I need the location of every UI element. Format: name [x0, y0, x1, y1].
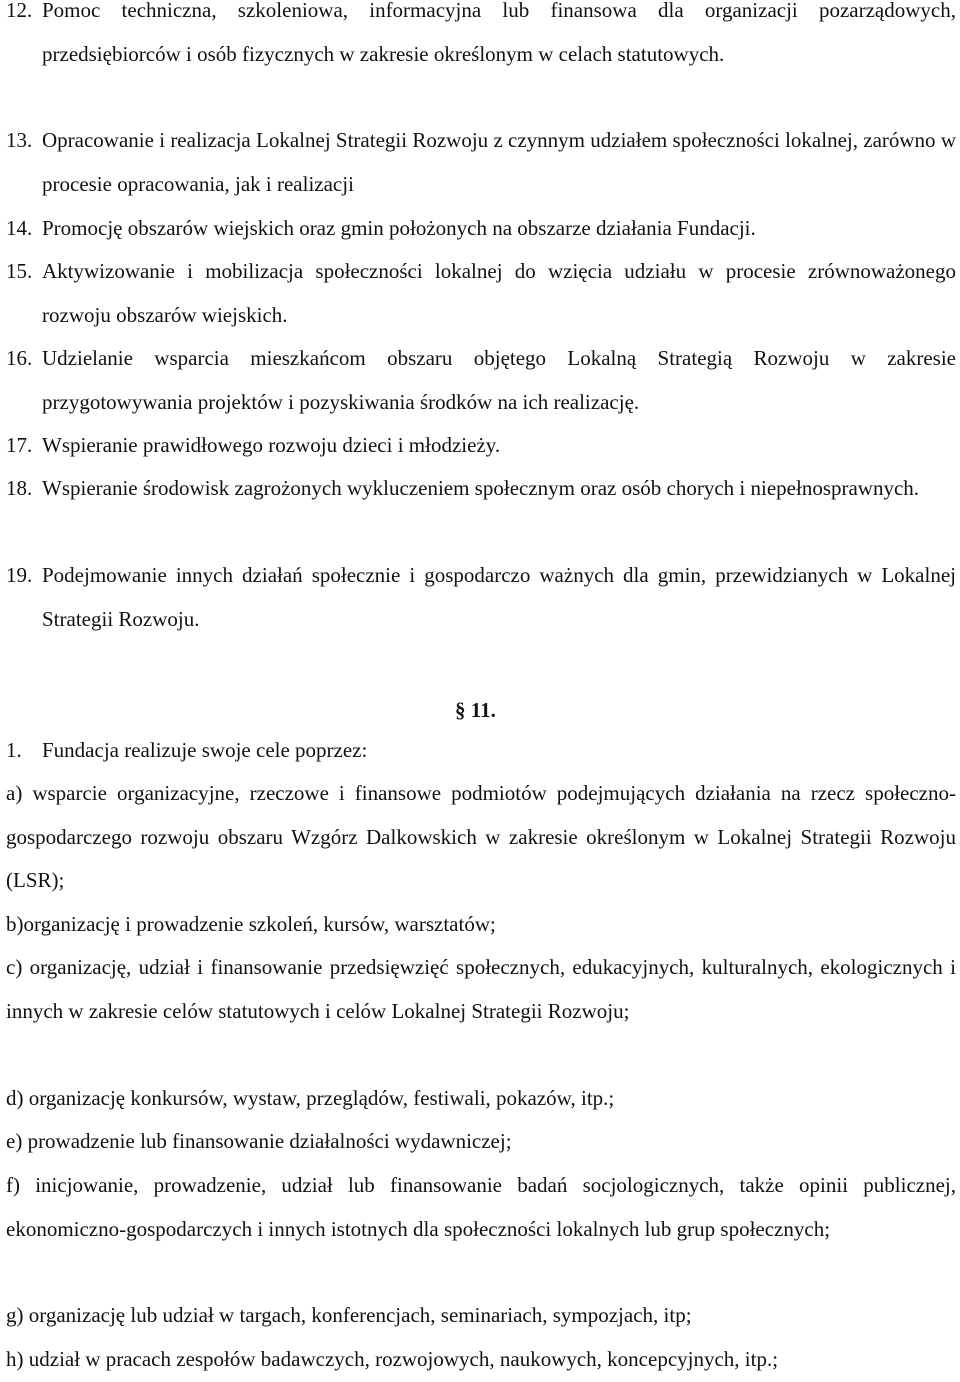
paragraph-d: d) organizację konkursów, wystaw, przeglądów, festiwali, pokazów, itp.; — [6, 1086, 615, 1110]
list-item-number: 14. — [6, 216, 33, 240]
list-item-text: Promocję obszarów wiejskich oraz gmin położonych na obszarze działania Fundacji. — [42, 216, 756, 240]
list-item-text: Wspieranie środowisk zagrożonych wykluczeniem społecznym oraz osób chorych i niepełnosprawnych. — [42, 476, 920, 500]
list-item-number: 17. — [6, 433, 33, 457]
intro-text: Fundacja realizuje swoje cele poprzez: — [42, 738, 368, 762]
list-item-text: Aktywizowanie i mobilizacja społeczności lokalnej do wzięcia udziału w procesie zrównoważonego rozwoju obszarów wiejskich. — [42, 259, 956, 327]
list-item-number: 15. — [6, 259, 33, 283]
list-item-14 — [6, 207, 956, 251]
paragraph-b: b)organizację i prowadzenie szkoleń, kursów, warsztatów; — [6, 912, 496, 936]
list-item-number: 12. — [6, 0, 33, 22]
list-item-16 — [6, 337, 956, 424]
list-item-text: Wspieranie prawidłowego rozwoju dzieci i młodzieży. — [42, 433, 501, 457]
list-item-text: Pomoc techniczna, szkoleniowa, informacyjna lub finansowa dla organizacji pozarządowych, przedsiębiorców i osób fizycznych w zakresie określonym w celach statutowych. — [42, 0, 956, 66]
paragraph-h: h) udział w pracach zespołów badawczych, rozwojowych, naukowych, koncepcyjnych, itp.; — [6, 1347, 779, 1371]
list-item-text: Podejmowanie innych działań społecznie i gospodarczo ważnych dla gmin, przewidzianych w Lokalnej Strategii Rozwoju. — [42, 563, 956, 631]
paragraph-e: e) prowadzenie lub finansowanie działalności wydawniczej; — [6, 1129, 512, 1153]
list-item-text: Opracowanie i realizacja Lokalnej Strategii Rozwoju z czynnym udziałem społeczności lokalnej, zarówno w procesie opracowania, jak i realizacji — [42, 128, 956, 196]
paragraph-g: g) organizację lub udział w targach, konferencjach, seminariach, sympozjach, itp; — [6, 1303, 692, 1327]
list-item-19 — [6, 554, 956, 641]
list-item-number: 18. — [6, 476, 33, 500]
paragraph-a: a) wsparcie organizacyjne, rzeczowe i finansowe podmiotów podejmujących działania na rzecz społeczno-gospodarczego rozwoju obszaru Wzgórz Dalkowskich w zakresie określonym w Lokalnej Strategii Rozwoju (LSR); — [6, 781, 956, 892]
list-item-number: 13. — [6, 128, 33, 152]
paragraph-f: f) inicjowanie, prowadzenie, udział lub finansowanie badań socjologicznych, także opinii publicznej, ekonomiczno-gospodarczych i innych istotnych dla społeczności lokalnych lub grup społecznych; — [6, 1173, 956, 1241]
list-item-17 — [6, 424, 956, 468]
list-item-number: 19. — [6, 563, 33, 587]
section-heading: § 11. — [455, 698, 496, 722]
list-item-13 — [6, 119, 956, 206]
list-item-text: Udzielanie wsparcia mieszkańcom obszaru objętego Lokalną Strategią Rozwoju w zakresie przygotowywania projektów i pozyskiwania środków na ich realizację. — [42, 346, 956, 414]
paragraph-c: c) organizację, udział i finansowanie przedsięwzięć społecznych, edukacyjnych, kulturalnych, ekologicznych i innych w zakresie celów statutowych i celów Lokalnej Strategii Rozwoju; — [6, 955, 956, 1023]
list-item-15 — [6, 250, 956, 337]
intro-number: 1. — [6, 738, 22, 762]
list-item-number: 16. — [6, 346, 33, 370]
section-intro — [6, 730, 956, 770]
list-item-12 — [6, 0, 956, 76]
list-item-18 — [6, 467, 956, 511]
